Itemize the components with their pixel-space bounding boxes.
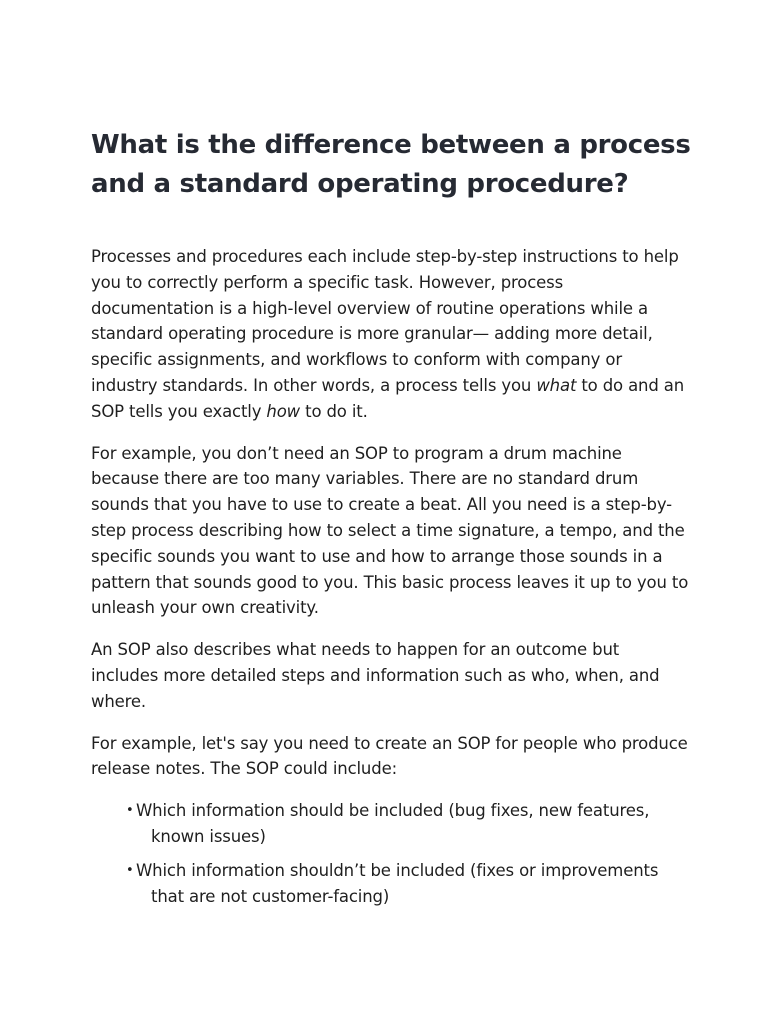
sop-include-list (91, 798, 691, 909)
bullet-icon: • (126, 862, 134, 878)
paragraph-sop-description: An SOP also describes what needs to happen for an outcome but includes more detailed steps and information such as who, when, and where. (91, 640, 660, 711)
list-item-line: Which information shouldn’t be included (fixes or improvements (136, 860, 659, 880)
list-item (126, 798, 691, 850)
list-item (126, 858, 691, 910)
paragraph-process-vs-sop (91, 244, 691, 425)
paragraph-drum-machine-example: For example, you don’t need an SOP to program a drum machine because there are too many variables. There are no standard drum sounds that you have to use to create a beat. All you need is a step-by-step process describing how to select a time signature, a tempo, and the specific sounds you want to use and how to arrange those sounds in a pattern that sounds good to you. This basic process leaves it up to you to unleash your own creativity. (91, 443, 689, 618)
paragraph-text: Processes and procedures each include step-by-step instructions to help you to correctly perform a specific task. However, process documentation is a high-level overview of routine operations while a standard operating procedure is more granular— adding more detail, specific assignments, and workflows to conform with company or industry standards. In other words, a process tells you (91, 247, 679, 395)
paragraph-text: to do it. (300, 401, 368, 421)
list-item-line: Which information should be included (bug fixes, new features, (136, 801, 650, 821)
list-item-line: known issues) (151, 826, 266, 846)
paragraph-text: to do and an SOP tells you exactly (91, 375, 685, 421)
bullet-icon: • (126, 803, 134, 819)
emphasis-how: how (266, 401, 301, 421)
emphasis-what: what (536, 375, 577, 395)
list-item-line: that are not customer-facing) (151, 886, 390, 906)
paragraph-release-notes-example: For example, let's say you need to create an SOP for people who produce release notes. The SOP could include: (91, 733, 688, 779)
article-title: What is the difference between a process and a standard operating procedure? (91, 130, 691, 199)
article (91, 126, 691, 917)
